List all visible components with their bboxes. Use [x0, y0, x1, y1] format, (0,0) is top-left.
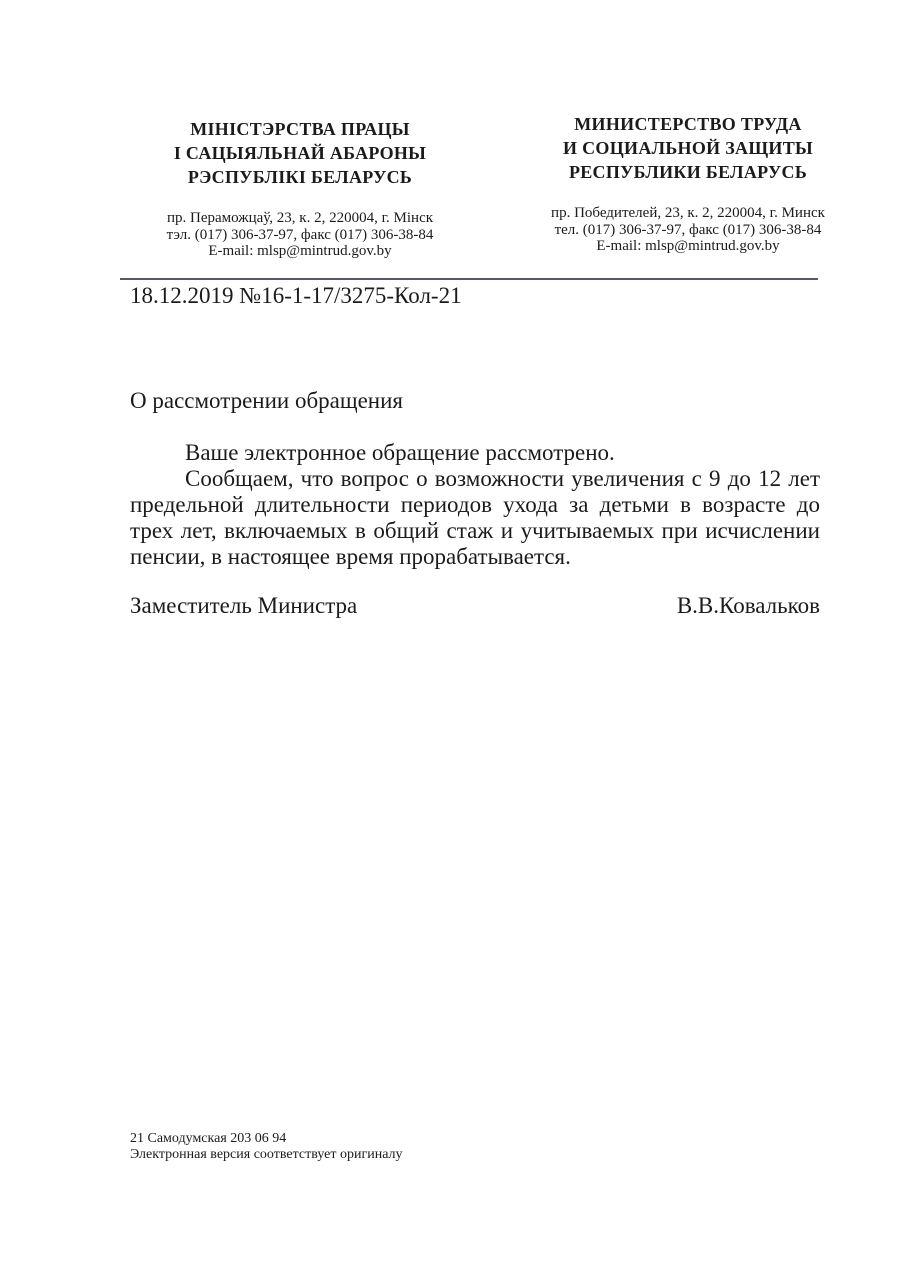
- contacts-belarusian: [130, 210, 470, 260]
- org-name-line: І САЦЫЯЛЬНАЙ АБАРОНЫ: [173, 143, 427, 163]
- electronic-copy-note: Электронная версия соответствует оригиналу: [130, 1147, 403, 1162]
- email-line: E-mail: mlsp@mintrud.gov.by: [596, 238, 780, 254]
- org-name-line: РЭСПУБЛІКІ БЕЛАРУСЬ: [187, 167, 413, 187]
- performer-line: 21 Самодумская 203 06 94: [130, 1131, 287, 1146]
- signature-block: [130, 593, 820, 619]
- footer-block: [130, 1131, 403, 1163]
- email-line: E-mail: mlsp@mintrud.gov.by: [208, 243, 392, 259]
- date-and-reference-number: 18.12.2019 №16-1-17/3275-Кол-21: [130, 283, 462, 308]
- letterhead-divider-rule: [120, 278, 818, 280]
- phone-fax-line: тэл. (017) 306-37-97, факс (017) 306-38-84: [166, 226, 434, 243]
- address-line: пр. Пераможцаў, 23, к. 2, 220004, г. Мінск: [166, 210, 434, 226]
- letter-body: [130, 440, 820, 570]
- letterhead: [130, 112, 858, 260]
- body-paragraph: Сообщаем, что вопрос о возможности увеличения с 9 до 12 лет предельной длительности периодов ухода за детьми в возрасте до трех лет, включаемых в общий стаж и учитываемых при исчислении пенсии, в настоящее время прорабатывается.: [130, 466, 820, 569]
- letterhead-russian-column: [518, 112, 858, 260]
- phone-fax-line: тел. (017) 306-37-97, факс (017) 306-38-84: [554, 221, 822, 238]
- letterhead-belarusian-column: [130, 112, 470, 260]
- address-line: пр. Победителей, 23, к. 2, 220004, г. Минск: [551, 205, 825, 221]
- signer-name: В.В.Ковальков: [676, 593, 820, 618]
- org-name-russian: [518, 112, 858, 184]
- org-name-line: РЕСПУБЛИКИ БЕЛАРУСЬ: [568, 162, 808, 182]
- signer-position: Заместитель Министра: [130, 593, 358, 618]
- org-name-belarusian: [130, 117, 470, 189]
- contacts-russian: [518, 205, 858, 255]
- org-name-line: МІНІСТЭРСТВА ПРАЦЫ: [190, 119, 410, 139]
- subject-line: О рассмотрении обращения: [130, 388, 403, 413]
- body-paragraph: Ваше электронное обращение рассмотрено.: [185, 440, 615, 465]
- org-name-line: МИНИСТЕРСТВО ТРУДА: [574, 114, 802, 134]
- org-name-line: И СОЦИАЛЬНОЙ ЗАЩИТЫ: [563, 138, 813, 158]
